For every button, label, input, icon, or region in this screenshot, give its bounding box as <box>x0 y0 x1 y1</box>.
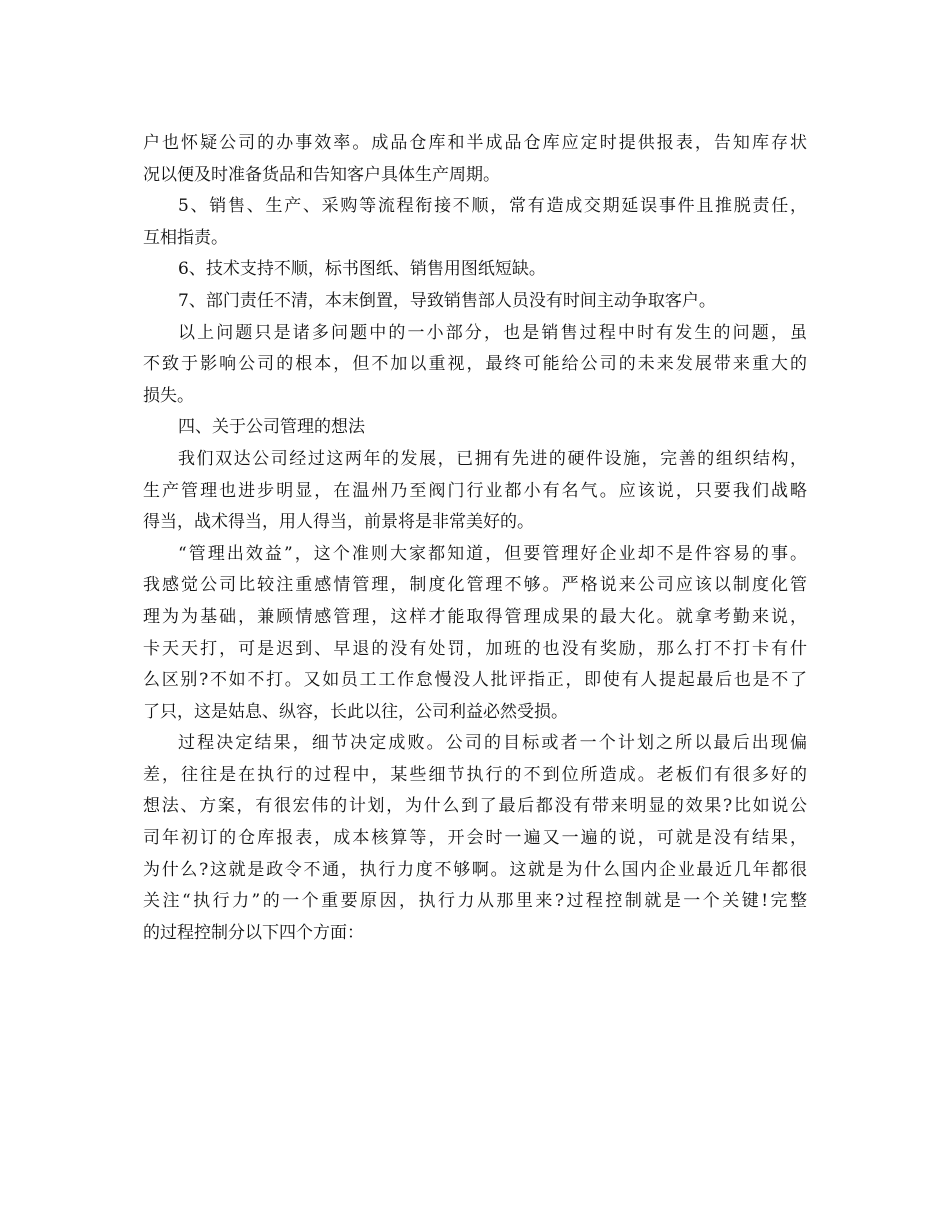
text-line: 理为为基础，兼顾情感管理，这样才能取得管理成果的最大化。就拿考勤来说， <box>143 606 807 627</box>
paragraph-summary <box>143 318 807 413</box>
text-line: 以上问题只是诸多问题中的一小部分，也是销售过程中时有发生的问题，虽 <box>178 322 807 343</box>
text-line: 6、技术支持不顺，标书图纸、销售用图纸短缺。 <box>178 259 546 280</box>
text-line: 司年初订的仓库报表，成本核算等，开会时一遍又一遍的说，可就是没有结果， <box>143 828 807 849</box>
text-line: 损失。 <box>143 385 194 406</box>
text-line: 我们双达公司经过这两年的发展，已拥有先进的硬件设施，完善的组织结构， <box>178 448 807 469</box>
text-line: 户也怀疑公司的办事效率。成品仓库和半成品仓库应定时提供报表，告知库存状 <box>143 133 807 153</box>
text-line: 7、部门责任不清，本末倒置，导致销售部人员没有时间主动争取客户。 <box>178 290 716 311</box>
text-line: “管理出效益”，这个准则大家都知道，但要管理好企业却不是件容易的事。 <box>178 543 807 564</box>
section-title: 四、关于公司管理的想法 <box>178 417 365 438</box>
text-line: 5、销售、生产、采购等流程衔接不顺，常有造成交期延误事件且推脱责任， <box>178 196 807 217</box>
text-line: 过程决定结果，细节决定成败。公司的目标或者一个计划之所以最后出现偏 <box>178 733 807 754</box>
paragraph-process-control <box>143 728 807 949</box>
text-line: 了只，这是姑息、纵容，长此以往，公司利益必然受损。 <box>143 701 568 722</box>
text-line: 得当，战术得当，用人得当，前景将是非常美好的。 <box>143 512 534 533</box>
text-line: 我感觉公司比较注重感情管理，制度化管理不够。严格说来公司应该以制度化管 <box>143 575 807 596</box>
paragraph-stock-reports <box>143 128 807 191</box>
text-line: 关注“执行力”的一个重要原因，执行力从那里来?过程控制就是一个关键!完整 <box>143 891 807 912</box>
text-line: 卡天天打，可是迟到、早退的没有处罚，加班的也没有奖励，那么打不打卡有什 <box>143 638 807 659</box>
text-line: 差，往往是在执行的过程中，某些细节执行的不到位所造成。老板们有很多好的 <box>143 764 807 785</box>
text-line: 互相指责。 <box>143 227 228 248</box>
paragraph-item-6 <box>143 254 807 286</box>
paragraph-item-5 <box>143 191 807 254</box>
text-line: 的过程控制分以下四个方面： <box>143 922 364 943</box>
text-line: 么区别?不如不打。又如员工工作怠慢没人批评指正，即使有人提起最后也是不了 <box>143 670 807 691</box>
text-line: 为什么?这就是政令不通，执行力度不够啊。这就是为什么国内企业最近几年都很 <box>143 859 807 880</box>
text-line: 生产管理也进步明显，在温州乃至阀门行业都小有名气。应该说，只要我们战略 <box>143 480 807 501</box>
paragraph-company-development <box>143 444 807 539</box>
text-line: 况以便及时准备货品和告知客户具体生产周期。 <box>143 164 500 185</box>
section-heading <box>143 412 807 444</box>
text-line: 不致于影响公司的根本，但不加以重视，最终可能给公司的未来发展带来重大的 <box>143 354 807 375</box>
text-line: 想法、方案，有很宏伟的计划，为什么到了最后都没有带来明显的效果?比如说公 <box>143 796 807 817</box>
document-body <box>143 128 807 949</box>
paragraph-item-7 <box>143 286 807 318</box>
paragraph-management-benefit <box>143 539 807 729</box>
